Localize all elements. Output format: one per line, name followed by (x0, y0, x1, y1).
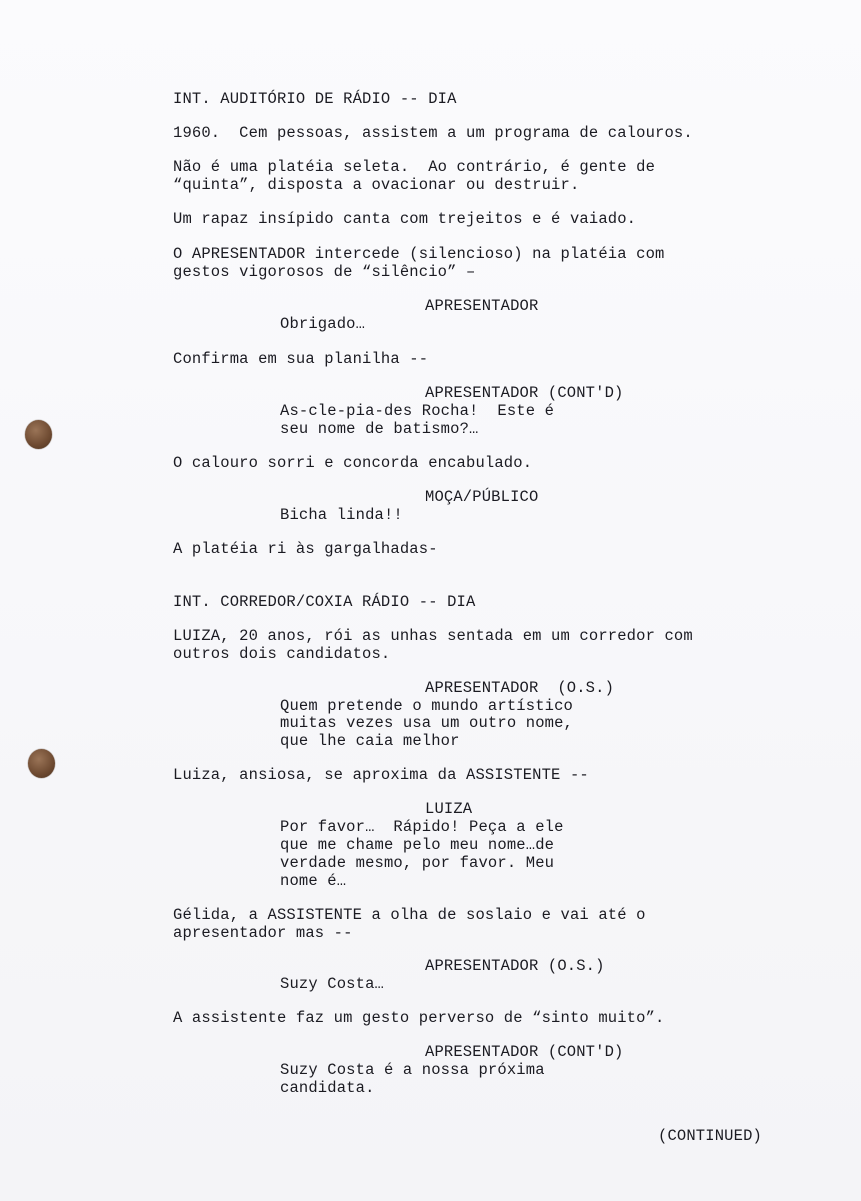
action-line: O APRESENTADOR intercede (silencioso) na platéia com (173, 245, 665, 263)
dialogue-line: que lhe caia melhor (280, 732, 460, 750)
dialogue-line: seu nome de batismo?… (280, 420, 479, 438)
character-cue: APRESENTADOR (O.S.) (425, 957, 605, 975)
action-line: Não é uma platéia seleta. Ao contrário, é gente de (173, 158, 656, 176)
dialogue-line: As-cle-pia-des Rocha! Este é (280, 402, 555, 420)
character-cue: LUIZA (425, 800, 473, 818)
action-line: Luiza, ansiosa, se aproxima da ASSISTENTE -- (173, 766, 589, 784)
action-line: “quinta”, disposta a ovacionar ou destruir. (173, 176, 580, 194)
dialogue-line: Suzy Costa… (280, 975, 384, 993)
action-line: O calouro sorri e concorda encabulado. (173, 454, 533, 472)
dialogue-line: que me chame pelo meu nome…de (280, 836, 555, 854)
dialogue-line: Por favor… Rápido! Peça a ele (280, 818, 564, 836)
binder-hole (25, 420, 52, 449)
dialogue-line: nome é… (280, 872, 347, 890)
dialogue-line: Suzy Costa é a nossa próxima (280, 1061, 545, 1079)
action-line: apresentador mas -- (173, 924, 353, 942)
character-cue: APRESENTADOR (425, 297, 539, 315)
dialogue-line: candidata. (280, 1079, 375, 1097)
dialogue-line: Obrigado… (280, 315, 366, 333)
action-line: LUIZA, 20 anos, rói as unhas sentada em um corredor com (173, 627, 693, 645)
action-line: 1960. Cem pessoas, assistem a um programa de calouros. (173, 124, 693, 142)
character-cue: APRESENTADOR (CONT'D) (425, 384, 624, 402)
action-line: Confirma em sua planilha -- (173, 350, 429, 368)
action-line: outros dois candidatos. (173, 645, 391, 663)
dialogue-line: Quem pretende o mundo artístico (280, 697, 573, 715)
dialogue-line: verdade mesmo, por favor. Meu (280, 854, 555, 872)
dialogue-line: Bicha linda!! (280, 506, 403, 524)
action-line: INT. AUDITÓRIO DE RÁDIO -- DIA (173, 90, 457, 108)
continued-marker: (CONTINUED) (658, 1127, 762, 1145)
character-cue: APRESENTADOR (O.S.) (425, 679, 615, 697)
action-line: A assistente faz um gesto perverso de “sinto muito”. (173, 1009, 665, 1027)
binder-hole (28, 749, 55, 778)
action-line: gestos vigorosos de “silêncio” – (173, 263, 476, 281)
action-line: Gélida, a ASSISTENTE a olha de soslaio e vai até o (173, 906, 646, 924)
character-cue: MOÇA/PÚBLICO (425, 488, 539, 506)
action-line: Um rapaz insípido canta com trejeitos e é vaiado. (173, 210, 637, 228)
dialogue-line: muitas vezes usa um outro nome, (280, 714, 573, 732)
action-line: A platéia ri às gargalhadas- (173, 540, 438, 558)
character-cue: APRESENTADOR (CONT'D) (425, 1043, 624, 1061)
action-line: INT. CORREDOR/COXIA RÁDIO -- DIA (173, 593, 476, 611)
